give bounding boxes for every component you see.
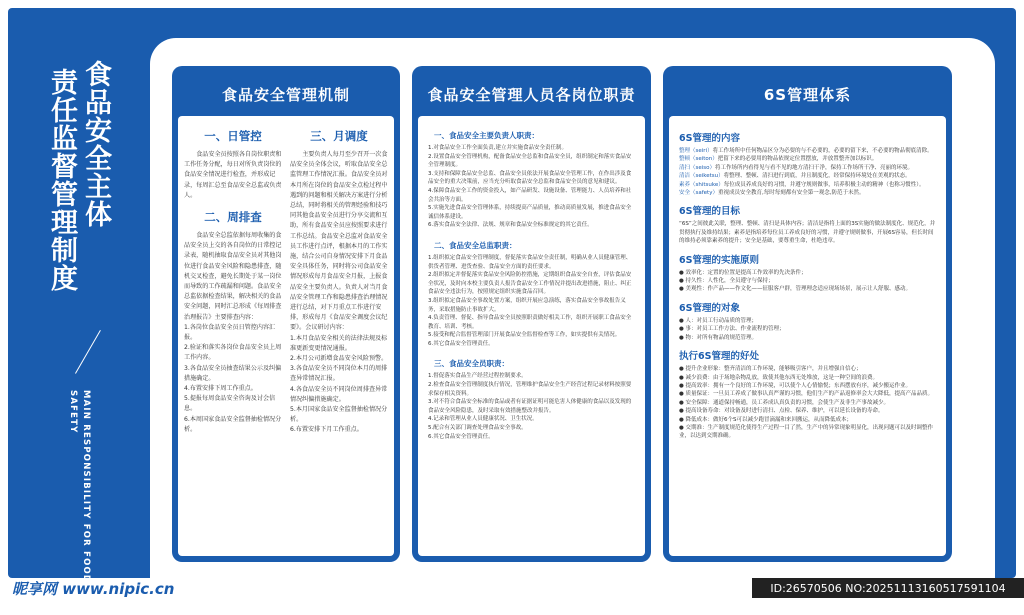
keyword: 整理（seiri） [679,148,713,154]
list-item: 3.对不符合食品安全标准的食品或者有证据证明可能危害人体健康的食品以及发现的食品安全风险隐患，及时采取有效措施整改并报告。 [428,399,632,414]
spacer [428,348,635,352]
item-text: 将整理、整顿、清扫进行到底，并且制度化，经常保持环境处在美观的状态。 [723,173,911,180]
spacer [184,201,282,205]
keyword: 清扫（seiso） [679,164,716,171]
paragraph: 1.本月食品安全相关的法律法规及标准更新变更情况通报。 [290,334,388,352]
list-item [679,269,936,277]
spacer [428,441,635,445]
section-heading: 执行6S管理的好处 [679,351,759,363]
paragraph: 食品安全总监依据每周收集的食品安全员上交的各自岗位的日常控记录表，随机抽取食品安全员对其他岗位进行食品安全风险和隐患排查，随机交叉检查，避免长期处于某一岗位而导致的工作疏漏和问题。食品安全总监依据检查结果，解决相关的食品安全问题，同时汇总形成《每周排查治理报告》主要排查内容： [184,232,282,321]
item-text: 将工作场所中任何物品区分为必要的与不必要的，必要的留下来，不必要的物品彻底清除。 [712,148,933,154]
item-text: ● 提高设备寿命：对设备及时进行清扫、点检、保养、维护，可以延长设备的寿命。 [679,408,884,415]
list-item: 5.配合有关部门调查处理食品安全事故。 [428,425,527,432]
item-text: “6S”之间彼此关联，整理、整顿、清扫是具体内容；清洁是指将上面的3S实施的做法制度化、规范化，并贯彻执行及维持结果；素养是指培养每位员工养成良好的习惯，并遵守规则做事，开展6S容易，但长时间的维持必须靠素养的提升；安全是基础，要尊重生命，杜绝违章。 [679,221,936,245]
item-text: 每位成员养成良好的习惯，并遵守规则做事，培养积极主动的精神（也称习惯性）。 [723,181,925,188]
keyword: 整顿（seiton） [679,156,718,163]
title-line-a: 食品安全主体 [80,60,111,228]
list-item [679,181,936,189]
spacer [290,436,388,440]
list-item [679,172,936,180]
paragraph: 4.各食品安全员不同岗位周排查异常情况纠偏措施确定。 [290,385,388,403]
paragraph: 主要负责人每月至少召开一次食品安全员全体会议，听取食品安全总监管理工作情况汇报。食品安全员对本月所在岗位的食品安全点检过程中遇到的问题和相关解决方案进行分析总结，同时将相关的管理经验和技巧同其他食品安全员进行分享交流和互助，所有食品安全员应按照要求进行工作总结。食品安全总监对食品安全员工作进行点评，根据本月的工作实施，结合公司自身情况安排下月食品安全具体任务，同时将公司食品安全情况形成每月食品安全月报，上报食品安全主要负责人。负责人对当月食品安全管理工作和隐患排查治理情况进行总结，对下月重点工作进行安排，形成每月《食品安全调度会议纪要》。会议研讨内容： [290,151,388,332]
list-item: 1.督促落实食品生产经营过程控制要求。 [428,373,527,380]
paragraph: 3.各食品安全员抽查结果公示及纠偏措施确定。 [184,364,282,382]
panel-position-duties [412,66,651,562]
item-text: ● 美观性：作产品——作文化——征服客户群，管理理念适应现场场景，展示让人舒服、感动。 [679,286,912,293]
item-text: ● 安全保障：通道保持畅通，员工养成认真负责的习惯，会使生产及非生产事故减少。 [679,399,890,406]
item-text: ● 事：对员工工作方法、作业流程的管理； [679,326,785,333]
list-item [679,155,936,163]
list-item [679,189,936,197]
paragraph: 6.本周国家食品安全监督抽检情况分析。 [184,415,282,433]
list-item [679,424,936,441]
list-item [679,365,936,373]
title-column [22,60,132,320]
panel-6s-system [663,66,952,562]
list-item: 6.落实食品安全法律、法规、规章和食品安全标准规定的其它责任。 [428,222,593,229]
watermark-id: ID:26570506 NO:20251113160517591104 [752,578,1024,598]
list-item: 6.其它食品安全管理责任。 [428,340,494,347]
item-text: ● 减少浪费：由于场地杂物乱放，致使其他东西无处堆放，这是一种空间的浪费。 [679,374,879,381]
list-item [679,416,936,424]
list-item [679,325,936,333]
list-item [679,374,936,382]
panel1-right-column [290,124,388,548]
item-text: ● 持久性：人性化，全员遵守与保持； [679,278,774,285]
list-item [679,390,936,398]
list-item [679,164,936,172]
section-heading: 三、月调度 [310,129,368,143]
list-item: 3.组织拟定食品安全事故处置方案，组织开展应急演练，落实食品安全事故报告义务，采取措施防止事故扩大。 [428,297,626,313]
item-text: ● 物：对所有物品的规范管理。 [679,334,758,341]
paragraph: 5.本月国家食品安全监督抽检情况分析。 [290,406,388,424]
panel-title: 食品安全管理机制 [221,85,350,104]
subtitle-en: MAIN RESPONSIBILITY FOR FOOD SAFETY [68,390,91,584]
list-item [679,382,936,390]
keyword: 清洁（seiketsu） [679,173,724,180]
list-item: 1.组织拟定食品安全管理制度，督促落实食品安全责任制，明确从业人员健康管理、供货者管理、进货查验、食品安全方面的责任要求。 [428,254,632,270]
list-item: 1.对食品安全工作全面负责,建立并实施食品安全责任制。 [428,145,567,151]
section-heading: 6S管理的内容 [679,133,740,144]
section-heading: 6S管理的实施原则 [679,254,759,266]
item-text: ● 质量保证：一旦员工养成了做事认真严谨的习惯，他们生产的产品返修率会大大降低，提高产品品质。 [679,391,934,398]
list-item: 5.接受和配合监督管理部门开展食品安全监督检查等工作，如实提供有关情况。 [428,332,621,339]
paragraph: 2.本月公司新增食品安全风险预警。 [290,355,388,363]
panel-body [418,116,645,556]
list-item: 2.组织拟定并督促落实食品安全风险防控措施，定期组织食品安全自查，评估食品安全状况，及时向本校主要负责人报告食品安全工作情况并提出改进措施，阻止、纠正食品安全违法行为，按照规定组织实施食品召回。 [428,272,632,296]
list-item: 4.负责管理、督促、指导食品安全员按照职责做好相关工作，组织开展职工食品安全教育、培训、考核。 [428,315,632,330]
list-item: 2.检查食品安全管理制度执行情况，管理维护食品安全生产经营过程记录材料按照要求保存相关资料。 [428,382,632,397]
list-item [679,317,936,325]
item-text: ● 交期准：生产制度规范化使得生产过程一目了然，生产中的异常现象明显化，出现问题可以及时调整作业，以达到交期准确。 [679,424,934,440]
panel-title: 6S管理体系 [763,85,852,104]
list-item [679,285,936,293]
section-heading: 6S管理的目标 [679,206,740,218]
watermark-logo: 昵享网 www.nipic.cn [12,580,175,598]
list-item: 6.其它食品安全管理责任。 [428,433,494,440]
item-text: ● 提升企业形象：整齐清洁的工作环境，能够吸引客户，并且增强自信心； [679,366,862,373]
section-heading: 一、食品安全主要负责人职责： [434,131,539,140]
list-item [679,334,936,342]
list-item: 4.保障食品安全工作的资金投入，如产品研发、设施设备、管理能力、人员培养和社会共治等方面。 [428,187,632,203]
title-line-b: 责任监督管理制度 [46,68,77,292]
paragraph: 3.各食品安全员不同岗位本月的周排查异常情况汇报。 [290,365,388,383]
list-item [679,220,936,245]
keyword: 素养（shitsuke） [679,181,724,188]
spacer [428,230,635,234]
item-text: 把留下来的必要用的物品依规定位置摆放，并放置整齐加以标识。 [717,156,878,163]
paragraph: 6.布置安排下月工作重点。 [290,426,363,434]
list-item: 4.记录和管理从业人员健康状况、卫生状况。 [428,416,538,423]
list-item: 2.设置食品安全管理机构，配备食品安全总监和食品安全员，组织制定和落实食品安全管理制度。 [428,153,632,169]
section-heading: 二、食品安全总监职责： [434,240,517,250]
item-text: 重视成员安全教育,每时每刻都有安全第一观念,防范于未然。 [717,190,865,197]
list-item [679,277,936,285]
spacer [184,435,282,439]
list-item [679,147,936,155]
list-item [679,407,936,415]
item-text: ● 人：对员工行动品质的管理； [679,317,758,324]
item-text: ● 效率化：定置的位置是提高工作效率的先决条件； [679,269,807,276]
item-text: ● 提高效率：拥有一个良好的工作环境，可以使个人心情愉悦；东西摆放有序，减少搬运作业。 [679,382,912,389]
panel-management-mechanism [172,66,400,562]
panel-body [178,116,394,556]
item-text: ● 降低成本：做好6个S可以减少跑冒滴漏和来回搬运，从而降低成本； [679,416,853,423]
list-item: 3.支持和保障食品安全总监、食品安全员依法开展食品安全管理工作，在作出涉及食品安全的重大决策前，应当充分听取食品安全总监和食品安全员的意见和建议。 [428,170,632,186]
section-heading: 二、周排查 [204,210,262,225]
paragraph: 2.验证和落实各岗位食品安全员上周工作内容。 [184,344,282,362]
section-heading: 一、日管控 [204,129,262,143]
paragraph: 1.各岗位食品安全员日管控内容汇报。 [184,323,276,342]
item-text: 将工作场所内看得见与看不见的地方清扫干净，保持工作场所干净、亮丽的环境。 [715,164,914,171]
paragraph: 4.布置安排下周工作重点。 [184,385,257,393]
paragraph: 5.提报每周食品安全咨询及讨会信息。 [184,395,276,413]
list-item: 5.实施先进食品安全管理体系，持续提高产品质量，推动高质量发展，推进食品安全诚信体系建设。 [428,205,632,220]
panel-body [669,116,946,556]
section-heading: 三、食品安全员职责： [434,359,509,369]
paragraph: 食品安全员按照各自岗位职责和工作任务分配，每日对所负责岗位的食品安全情况进行检查，并形成记录，每周汇总至食品安全总监或负责人。 [184,151,282,199]
panel1-left-column [184,124,282,548]
keyword: 安全（safety） [679,190,718,197]
panel-title: 食品安全管理人员各岗位职责 [427,85,636,104]
section-heading: 6S管理的对象 [679,302,740,314]
list-item [679,399,936,407]
